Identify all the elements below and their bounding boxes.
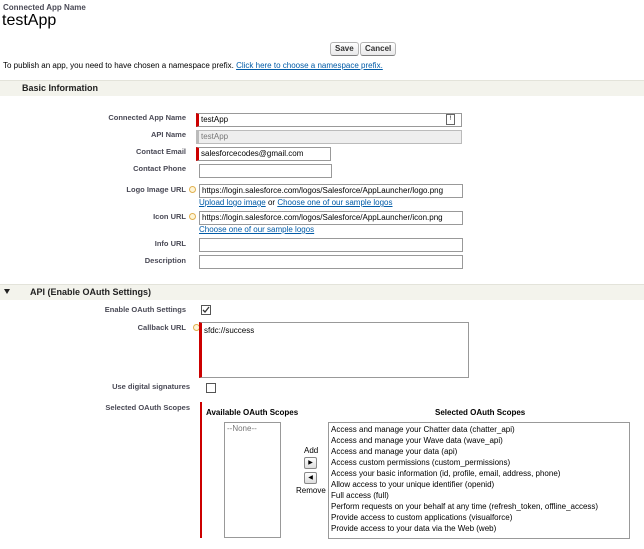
- api-name-label: API Name: [150, 130, 186, 139]
- remove-arrow-button[interactable]: [304, 472, 317, 484]
- list-item[interactable]: Access custom permissions (custom_permissions): [331, 458, 511, 467]
- choose-namespace-link[interactable]: Click here to choose a namespace prefix.: [236, 61, 383, 70]
- save-button[interactable]: Save: [330, 42, 359, 56]
- selected-oauth-scopes-label: Selected OAuth Scopes: [105, 403, 190, 412]
- icon-url-input[interactable]: https://login.salesforce.com/logos/Salesforce/AppLauncher/icon.png: [199, 211, 463, 225]
- field-options-icon[interactable]: !: [446, 114, 455, 125]
- contact-email-label: Contact Email: [135, 147, 186, 156]
- selected-scopes-list[interactable]: [328, 422, 630, 539]
- info-url-input[interactable]: [199, 238, 463, 252]
- list-item[interactable]: Allow access to your unique identifier (openid): [331, 480, 495, 489]
- description-label: Description: [144, 256, 186, 265]
- selected-scopes-header: Selected OAuth Scopes: [435, 408, 526, 417]
- enable-oauth-checkbox[interactable]: [201, 305, 211, 315]
- or-text: or: [267, 198, 276, 207]
- list-item[interactable]: Full access (full): [331, 491, 389, 500]
- info-icon: [189, 213, 196, 220]
- list-item[interactable]: Access and manage your data (api): [331, 447, 458, 456]
- info-url-label: Info URL: [154, 239, 186, 248]
- namespace-notice-text: To publish an app, you need to have chosen a namespace prefix.: [3, 61, 234, 70]
- collapse-triangle-icon[interactable]: [4, 289, 10, 294]
- cancel-button[interactable]: Cancel: [360, 42, 396, 56]
- namespace-notice: [3, 61, 383, 70]
- page-eyebrow: Connected App Name: [3, 3, 86, 12]
- arrow-right-icon: ▶: [308, 460, 313, 466]
- logo-image-url-label: Logo Image URL: [126, 185, 186, 194]
- connected-app-name-label: Connected App Name: [108, 113, 186, 122]
- digital-signatures-label: Use digital signatures: [112, 382, 190, 391]
- contact-phone-input[interactable]: [199, 164, 332, 178]
- connected-app-name-input[interactable]: testApp: [196, 113, 462, 127]
- icon-url-label: Icon URL: [153, 212, 186, 221]
- list-item[interactable]: Access your basic information (id, profile, email, address, phone): [331, 469, 561, 478]
- list-item[interactable]: Access and manage your Wave data (wave_api): [331, 436, 503, 445]
- digital-signatures-checkbox[interactable]: [206, 383, 216, 393]
- callback-url-label: Callback URL: [137, 323, 186, 332]
- section-title-api: API (Enable OAuth Settings): [30, 287, 152, 297]
- api-name-input[interactable]: testApp: [196, 130, 462, 144]
- list-item[interactable]: Access and manage your Chatter data (chatter_api): [331, 425, 515, 434]
- logo-image-url-input[interactable]: https://login.salesforce.com/logos/Salesforce/AppLauncher/logo.png: [199, 184, 463, 198]
- logo-links: [199, 198, 393, 207]
- choose-sample-icon-link[interactable]: Choose one of our sample logos: [199, 225, 315, 234]
- api-oauth-section[interactable]: [0, 284, 644, 300]
- available-scopes-header: Available OAuth Scopes: [206, 408, 299, 417]
- description-input[interactable]: [199, 255, 463, 269]
- remove-label: Remove: [296, 486, 326, 495]
- choose-sample-logo-link[interactable]: Choose one of our sample logos: [277, 198, 393, 207]
- list-item[interactable]: --None--: [227, 424, 257, 433]
- callback-url-textarea[interactable]: sfdc://success: [199, 322, 469, 378]
- arrow-left-icon: ◀: [308, 475, 313, 481]
- page-title: testApp: [2, 12, 57, 29]
- enable-oauth-label: Enable OAuth Settings: [104, 305, 186, 314]
- add-arrow-button[interactable]: [304, 457, 317, 469]
- section-title-basic: Basic Information: [22, 83, 99, 93]
- add-label: Add: [304, 446, 319, 455]
- contact-email-input[interactable]: salesforcecodes@gmail.com: [196, 147, 331, 161]
- info-icon: [189, 186, 196, 193]
- list-item[interactable]: Provide access to your data via the Web (web): [331, 524, 497, 533]
- upload-logo-link[interactable]: Upload logo image: [199, 198, 266, 207]
- contact-phone-label: Contact Phone: [133, 164, 186, 173]
- list-item[interactable]: Provide access to custom applications (visualforce): [331, 513, 513, 522]
- available-scopes-list[interactable]: [224, 422, 281, 538]
- list-item[interactable]: Perform requests on your behalf at any time (refresh_token, offline_access): [331, 502, 599, 511]
- basic-information-section: [0, 80, 644, 96]
- checkmark-icon: [202, 306, 210, 314]
- required-indicator: [200, 402, 202, 538]
